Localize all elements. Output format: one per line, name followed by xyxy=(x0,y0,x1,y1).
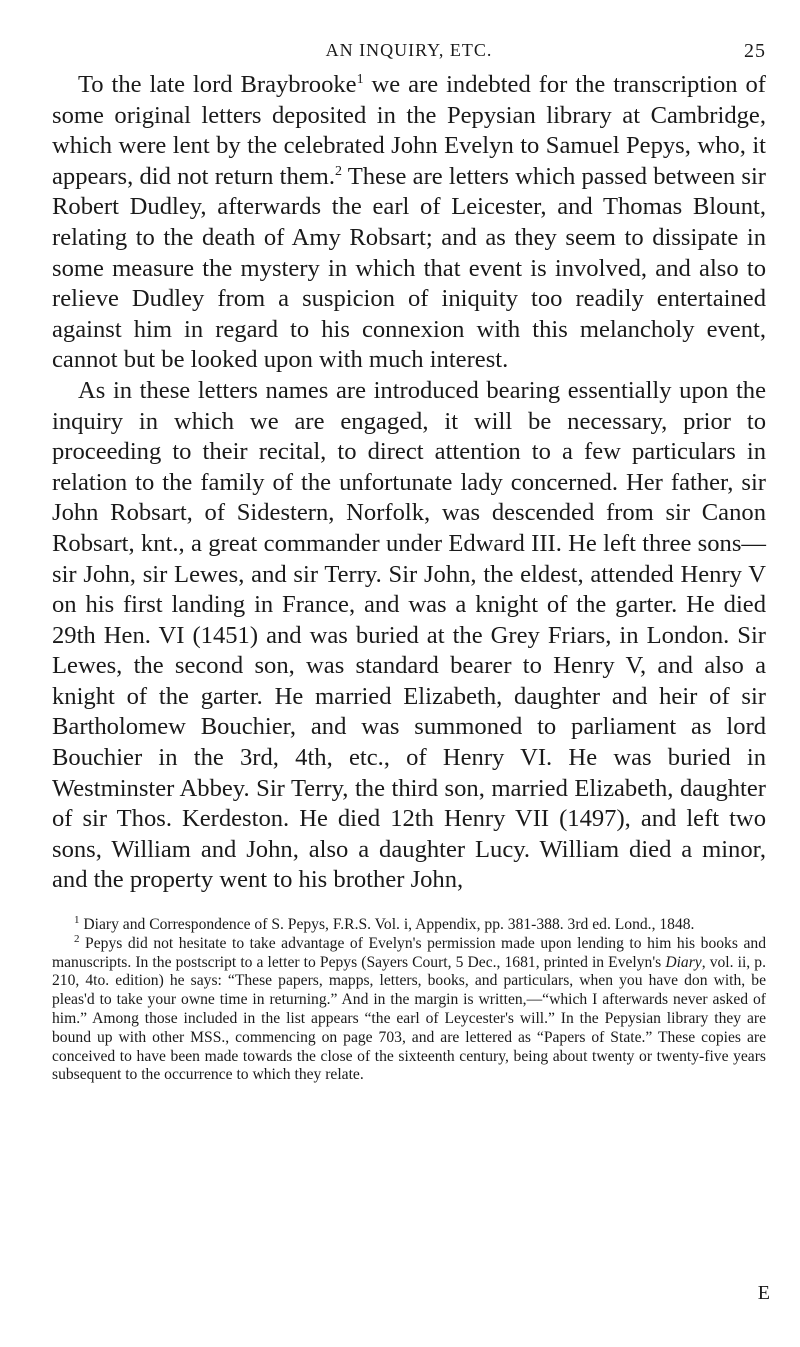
footnote-ref: 1 xyxy=(356,71,364,87)
paragraph-text: To the late lord Braybrooke xyxy=(78,71,357,98)
book-page xyxy=(52,40,766,1085)
running-title: AN INQUIRY, ETC. xyxy=(325,40,493,60)
footnote-text: , vol. ii, p. 210, 4to. edition) he says: “These papers, mapps, letters, books, and particulars, when you have don with, be pleas'd to take your owne time in returning.” And in the margin is written,—“which I afterwards never asked of him.” Among those included in the list appears “the earl of Leycester's will.” In the Pepysian library they are bound up with other MSS., commencing on page 703, and are lettered as “Papers of State.” These copies are conceived to have been made towards the close of the sixteenth century, being about twenty or twenty-five years subsequent to the occurrence to which they relate. xyxy=(52,953,766,1084)
footnote-1 xyxy=(52,913,766,935)
signature-mark: E xyxy=(757,1282,770,1304)
footnote-marker: 2 xyxy=(74,932,80,945)
page-number: 25 xyxy=(744,40,766,62)
footnotes xyxy=(52,913,766,1085)
running-head xyxy=(52,40,766,70)
footnote-text: Pepys did not hesitate to take advantage of Evelyn's permission made upon lending to him his books and manuscripts. In the postscript to a letter to Pepys (Sayers Court, 5 Dec., 1681, printed in Evelyn's xyxy=(52,934,766,971)
footnote-separator xyxy=(52,896,766,906)
footnote-italic-title: Diary xyxy=(665,953,702,971)
paragraph-text: we are indebted for the transcription of some original letters deposited in the Pepysian library at Cambridge, which were lent by the celebrated John Evelyn to Samuel Pepys, who, it appears, did not return them. xyxy=(52,71,766,190)
footnote-text: Diary and Correspondence of S. Pepys, F.R.S. Vol. i, Appendix, pp. 381-388. 3rd ed. Lond., 1848. xyxy=(79,916,695,934)
paragraph-2: As in these letters names are introduced bearing essentially upon the inquiry in which we are engaged, it will be necessary, prior to proceeding to their recital, to direct attention to a few particulars in relation to the family of the unfortunate lady concerned. Her father, sir John Robsart, of Sidestern, Norfolk, was descended from sir Canon Robsart, knt., a great commander under Edward III. He left three sons—sir John, sir Lewes, and sir Terry. Sir John, the eldest, attended Henry V on his first landing in France, and was a knight of the garter. He died 29th Hen. VI (1451) and was buried at the Grey Friars, in London. Sir Lewes, the second son, was standard bearer to Henry V, and also a knight of the garter. He married Elizabeth, daughter and heir of sir Bartholomew Bouchier, and was summoned to parliament as lord Bouchier in the 3rd, 4th, etc., of Henry VI. He was buried in Westminster Abbey. Sir Terry, the third son, married Elizabeth, daughter of sir Thos. Kerdeston. He died 12th Henry VII (1497), and left two sons, William and John, also a daughter Lucy. William died a minor, and the property went to his brother John, xyxy=(52,376,766,894)
footnote-2 xyxy=(52,932,766,1085)
paragraph-text: These are letters which passed between sir Robert Dudley, afterwards the earl of Leicester, and Thomas Blount, relating to the death of Amy Robsart; and as they seem to dissipate in some measure the mystery in which that event is involved, and also to relieve Dudley from a suspicion of iniquity too readily entertained against him in regard to his connexion with this melancholy event, cannot but be looked upon with much interest. xyxy=(52,162,766,374)
footnote-ref: 2 xyxy=(334,163,342,179)
footnote-marker: 1 xyxy=(74,913,80,926)
paragraph-1 xyxy=(52,70,766,376)
body-text xyxy=(52,70,766,896)
